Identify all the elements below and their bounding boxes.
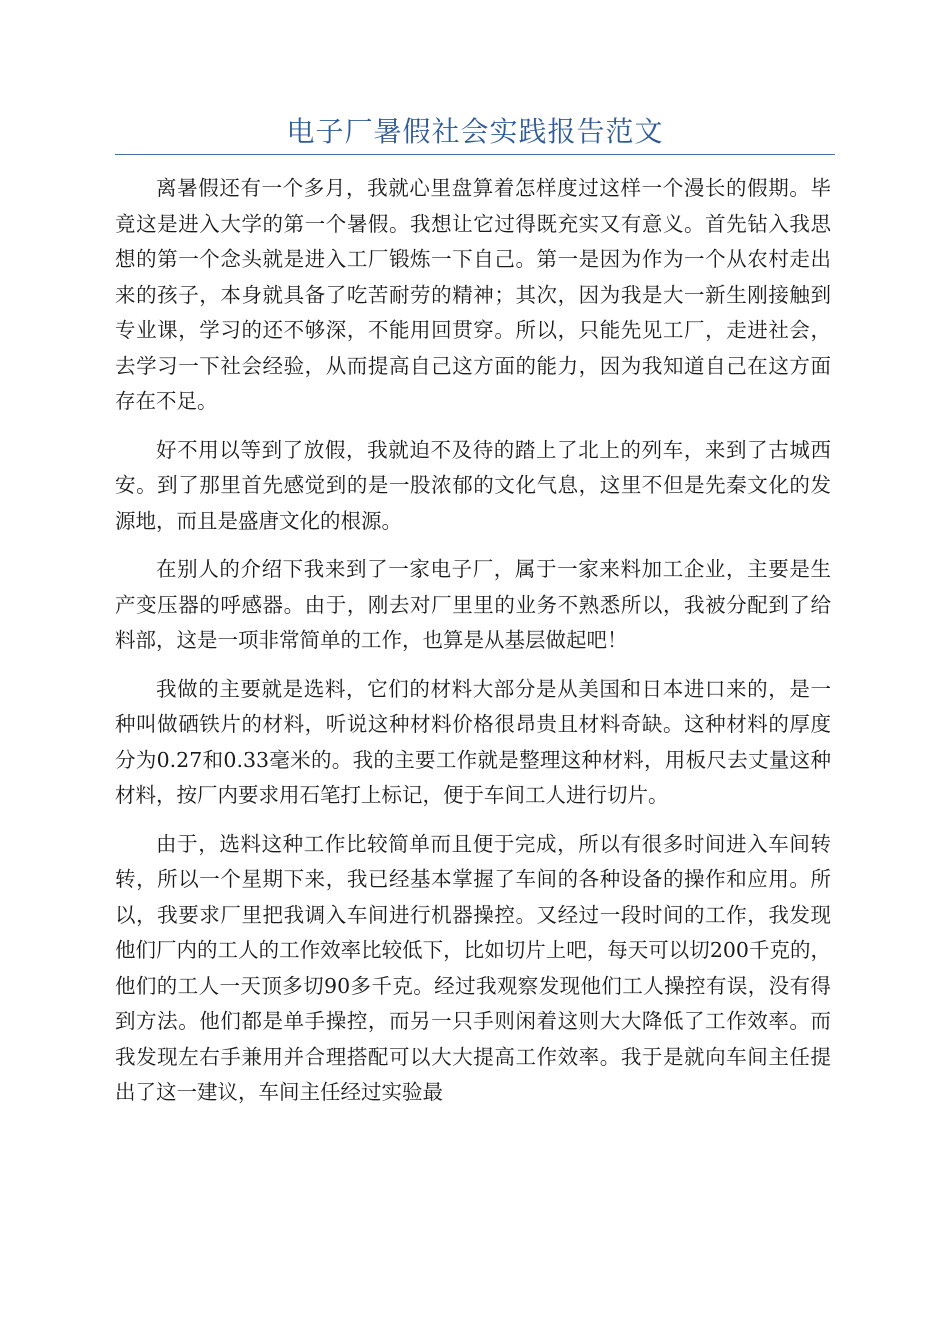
paragraph: 离暑假还有一个多月，我就心里盘算着怎样度过这样一个漫长的假期。毕竟这是进入大学的第一个暑假。我想让它过得既充实又有意义。首先钻入我思想的第一个念头就是进入工厂锻炼一下自己。第一是因为作为一个从农村走出来的孩子，本身就具备了吃苦耐劳的精神；其次，因为我是大一新生刚接触到专业课，学习的还不够深，不能用回贯穿。所以，只能先见工厂，走进社会，去学习一下社会经验，从而提高自己这方面的能力，因为我知道自己在这方面存在不足。 (115, 176, 831, 413)
paragraph: 在别人的介绍下我来到了一家电子厂，属于一家来料加工企业，主要是生产变压器的呼感器。由于，刚去对厂里里的业务不熟悉所以，我被分配到了给料部，这是一项非常简单的工作，也算是从基层做起吧！ (115, 557, 831, 652)
paragraph: 我做的主要就是选料，它们的材料大部分是从美国和日本进口来的，是一种叫做硒铁片的材料，听说这种材料价格很昂贵且材料奇缺。这种材料的厚度分为0.27和0.33毫米的。我的主要工作就是整理这种材料，用板尺去丈量这种材料，按厂内要求用石笔打上标记，便于车间工人进行切片。 (115, 676, 831, 807)
document-body (115, 171, 831, 1124)
document-title: 电子厂暑假社会实践报告范文 (286, 115, 664, 148)
title-underline (115, 154, 835, 155)
paragraph: 好不用以等到了放假，我就迫不及待的踏上了北上的列车，来到了古城西安。到了那里首先感觉到的是一股浓郁的文化气息，这里不但是先秦文化的发源地，而且是盛唐文化的根源。 (115, 437, 831, 533)
paragraph: 由于，选料这种工作比较简单而且便于完成，所以有很多时间进入车间转转，所以一个星期下来，我已经基本掌握了车间的各种设备的操作和应用。所以，我要求厂里把我调入车间进行机器操控。又经过一段时间的工作，我发现他们厂内的工人的工作效率比较低下，比如切片上吧，每天可以切200千克的，他们的工人一天顶多切90多千克。经过我观察发现他们工人操控有误，没有得到方法。他们都是单手操控，而另一只手则闲着这则大大降低了工作效率。而我发现左右手兼用并合理搭配可以大大提高工作效率。我于是就向车间主任提出了这一建议，车间主任经过实验最 (115, 831, 831, 1104)
